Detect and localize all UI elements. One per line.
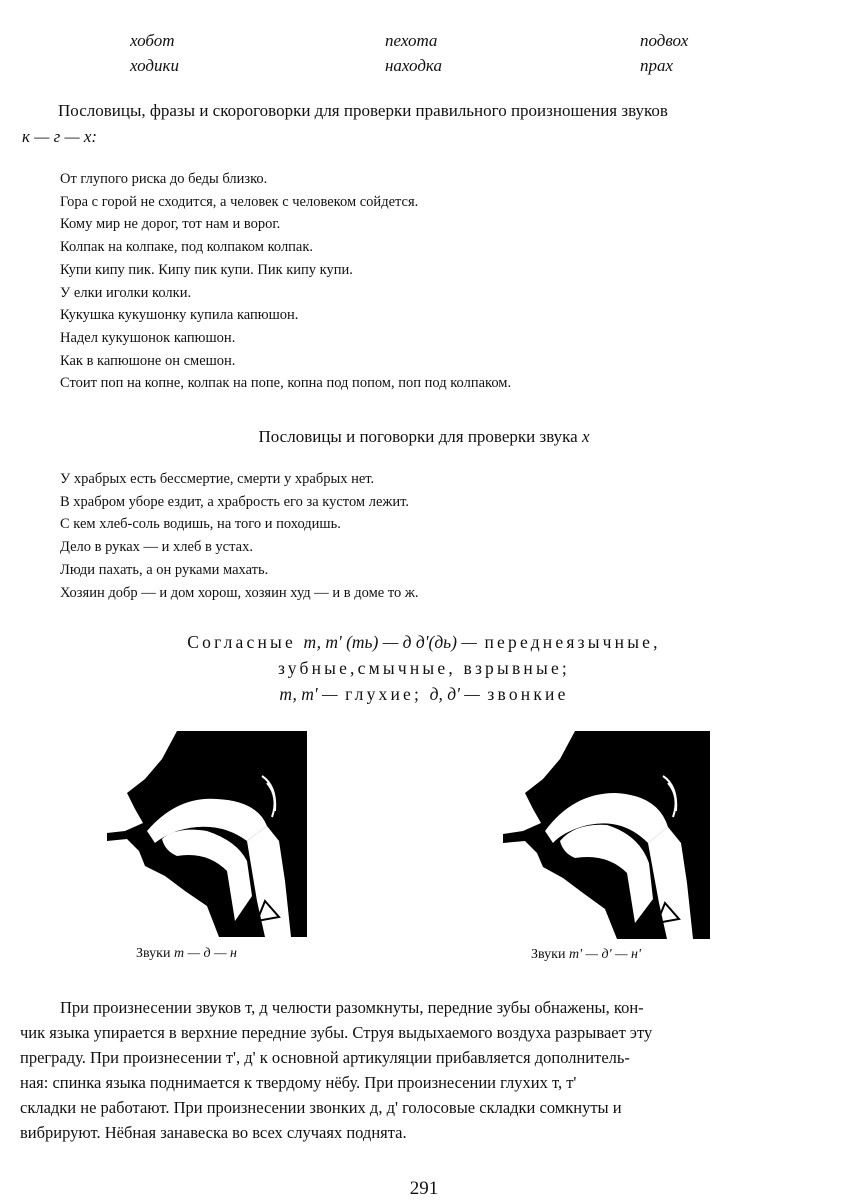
section2-heading-sound: х — [581, 427, 590, 446]
word: хобот — [130, 31, 175, 50]
word: подвох — [640, 31, 689, 50]
proverb-line: В храбром уборе ездит, а храбрость его за кустом лежит. — [60, 493, 410, 510]
consonants-sounds: т, т' (ть) — д д'(дь) — — [303, 632, 477, 652]
proverb-line: Гора с горой не сходится, а человек с человеком сойдется. — [60, 193, 419, 210]
articulation-diagram-1 — [107, 731, 307, 937]
paragraph-line: преграду. При произнесении т', д' к основной артикуляции прибавляется дополнитель- — [20, 1048, 630, 1067]
paragraph-line: При произнесении звуков т, д челюсти разомкнуты, передние зубы обнажены, кон- — [60, 998, 644, 1017]
proverb-line: У елки иголки колки. — [60, 284, 192, 301]
section2-heading-text: Пословицы и поговорки для проверки звука — [258, 427, 578, 446]
figure-1-caption — [136, 946, 237, 962]
proverb-line: Кукушка кукушонку купила капюшон. — [60, 307, 299, 324]
paragraph-line: вибрируют. Нёбная занавеска во всех случаях поднята. — [20, 1123, 407, 1142]
proverb-line: Надел кукушонок капюшон. — [60, 329, 236, 346]
page-number: 291 — [409, 1178, 439, 1199]
caption-prefix: Звуки — [136, 946, 171, 961]
section1-heading-line1: Пословицы, фразы и скороговорки для проверки правильного произношения звуков — [58, 101, 668, 120]
word: пехота — [385, 31, 438, 50]
voiced-sounds: д, д' — — [429, 684, 480, 704]
word: прах — [640, 56, 674, 75]
section1-heading-line2: к — г — х: — [22, 127, 98, 146]
caption-sounds: т — д — н — [173, 946, 237, 961]
word: ходики — [130, 56, 179, 75]
consonants-word: Согласные — [187, 632, 296, 652]
caption-prefix: Звуки — [531, 947, 566, 962]
proverb-line: Люди пахать, а он руками махать. — [60, 561, 269, 578]
section1-list — [60, 168, 511, 395]
voiced-label: звонкие — [487, 684, 569, 704]
consonants-line2: зубные,смычные, взрывные; — [278, 658, 570, 678]
figure-2-caption — [531, 947, 641, 963]
consonants-line3 — [0, 684, 848, 705]
voiceless-sounds: т, т' — — [279, 684, 338, 704]
proverb-line: С кем хлеб-соль водишь, на того и походишь. — [60, 516, 341, 533]
proverb-line: Как в капюшоне он смешон. — [60, 352, 236, 369]
proverb-line: Купи кипу пик. Кипу пик купи. Пик кипу купи. — [60, 261, 353, 278]
articulation-figure-2 — [503, 731, 710, 939]
voiceless-label: глухие; — [345, 684, 423, 704]
paragraph-line: чик языка упирается в верхние передние зубы. Струя выдыхаемого воздуха разрывает эту — [20, 1023, 653, 1042]
proverb-line: У храбрых есть бессмертие, смерти у храбрых нет. — [60, 471, 375, 487]
articulation-figure-1 — [107, 731, 307, 937]
section2-heading — [0, 424, 848, 450]
proverb-line: Колпак на колпаке, под колпаком колпак. — [60, 239, 314, 256]
section2-list — [60, 468, 419, 604]
articulation-diagram-2 — [503, 731, 710, 939]
proverb-line: Кому мир не дорог, тот нам и ворог. — [60, 216, 281, 233]
proverb-line: Стоит поп на копне, колпак на попе, копна под попом, поп под колпаком. — [60, 375, 512, 392]
proverb-line: От глупого риска до беды близко. — [60, 171, 268, 187]
proverb-line: Дело в руках — и хлеб в устах. — [60, 539, 253, 556]
caption-sounds: т' — д' — н' — [568, 947, 641, 962]
section1-heading — [58, 98, 798, 124]
paragraph-line: ная: спинка языка поднимается к твердому нёбу. При произнесении глухих т, т' — [20, 1073, 577, 1092]
paragraph-line: складки не работают. При произнесении звонких д, д' голосовые складки сомкнуты и — [20, 1098, 622, 1117]
consonants-line1 — [0, 632, 848, 653]
proverb-line: Хозяин добр — и дом хорош, хозяин худ — и в доме то ж. — [60, 584, 419, 601]
articulation-paragraph — [20, 995, 795, 1145]
word: находка — [385, 56, 442, 75]
consonants-type: переднеязычные, — [484, 632, 661, 652]
